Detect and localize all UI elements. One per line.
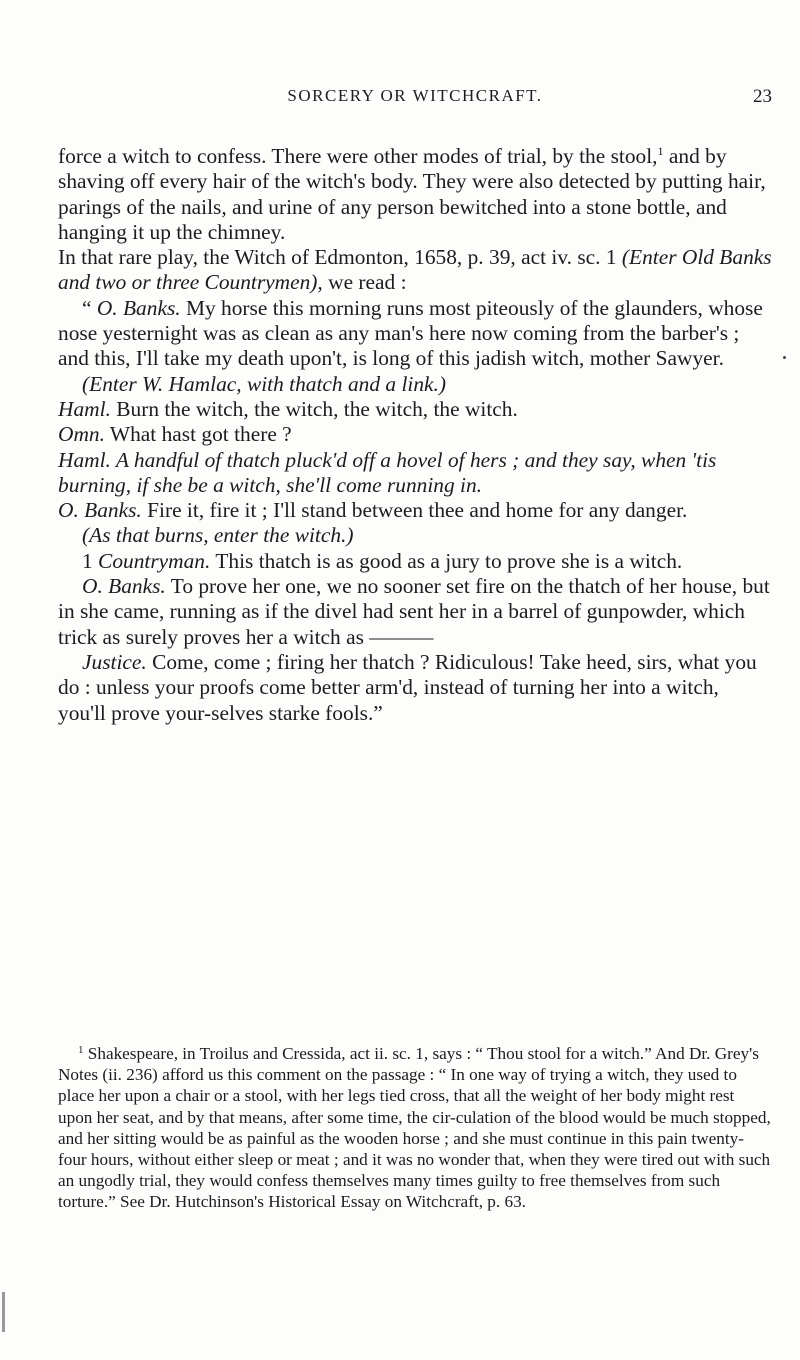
footnote-reference: 1 — [657, 144, 664, 158]
dialogue-line: Haml. A handful of thatch pluck'd off a hovel of hers ; and they say, when 'tis burning, if she be a witch, she'll come running in. — [58, 447, 717, 497]
stage-direction: (As that burns, enter the witch.) — [82, 523, 354, 548]
speaker-name: Haml. — [58, 447, 111, 472]
stage-direction: (Enter W. Hamlac, with thatch and a link.) — [82, 371, 446, 396]
speaker-name: O. Banks. — [58, 498, 142, 523]
main-text — [58, 144, 772, 726]
paragraph-witch-of-edmonton: In that rare play, the Witch of Edmonton, 1658, p. 39, act iv. sc. 1 (Enter Old Banks and two or three Countrymen), we read : — [58, 245, 772, 295]
dialogue-line: Haml. Burn the witch, the witch, the witch, the witch. — [58, 396, 518, 421]
page-number: 23 — [753, 86, 772, 107]
margin-speck — [783, 356, 786, 359]
speaker-name: Omn. — [58, 422, 105, 447]
speaker-name: Justice. — [82, 649, 147, 674]
dialogue-line: 1 Countryman. This thatch is as good as a jury to prove she is a witch. — [82, 548, 683, 573]
footnote — [58, 1043, 772, 1213]
dialogue-line: Justice. Come, come ; firing her thatch ? Ridiculous! Take heed, sirs, what you do : unless your proofs come better arm'd, instead of turning her into a witch, you'll prove your-selves starke fools.” — [58, 649, 757, 725]
speaker-name: Countryman. — [98, 548, 211, 573]
running-head — [58, 86, 772, 112]
footnote-mark: 1 — [78, 1044, 84, 1056]
page-edge-mark — [2, 1292, 5, 1332]
dialogue-line: O. Banks. To prove her one, we no sooner set fire on the thatch of her house, but in she came, running as if the divel had sent her in a barrel of gunpowder, which trick as surely proves her a witch as ——— — [58, 574, 770, 649]
speaker-name: Haml. — [58, 396, 111, 421]
paragraph-trial-modes: force a witch to confess. There were other modes of trial, by the stool,$^1$ and by shaving off every hair of the witch's body. They were also detected by putting hair, parings of the nails, and urine of any person bewitched into a stone bottle, and hanging it up the chimney. — [58, 144, 766, 244]
dialogue-line: Omn. What hast got there ? — [58, 422, 292, 447]
running-title: SORCERY OR WITCHCRAFT. — [287, 86, 543, 105]
speaker-name: O. Banks. — [96, 295, 181, 320]
dialogue-line: “ O. Banks. My horse this morning runs most piteously of the glaunders, whose nose yesternight was as clean as any man's here now coming from the barber's ; and this, I'll take my death upon't, is long of this jadish witch, mother Sawyer. — [58, 295, 763, 371]
stage-direction: (Enter Old Banks and two or three Countrymen), — [58, 245, 772, 295]
footnote-text: Shakespeare, in Troilus and Cressida, act ii. sc. 1, says : “ Thou stool for a witch.” And Dr. Grey's Notes (ii. 236) afford us this comment on the passage : “ In one way of trying a witch, they used to place her upon a chair or a stool, with her legs tied cross, that all the weight of her body might rest upon her seat, and by that means, after some time, the cir-culation of the blood would be much stopped, and her sitting would be as painful as the wooden horse ; and she must continue in this pain twenty-four hours, without either sleep or meat ; and it was no wonder that, when they were tired out with such an ungodly trial, they would confess themselves many times guilty to free themselves from such torture.” See Dr. Hutchinson's Historical Essay on Witchcraft, p. 63. — [58, 1044, 771, 1212]
speaker-name: O. Banks. — [82, 574, 166, 599]
dialogue-line: O. Banks. Fire it, fire it ; I'll stand between thee and home for any danger. — [58, 498, 688, 523]
